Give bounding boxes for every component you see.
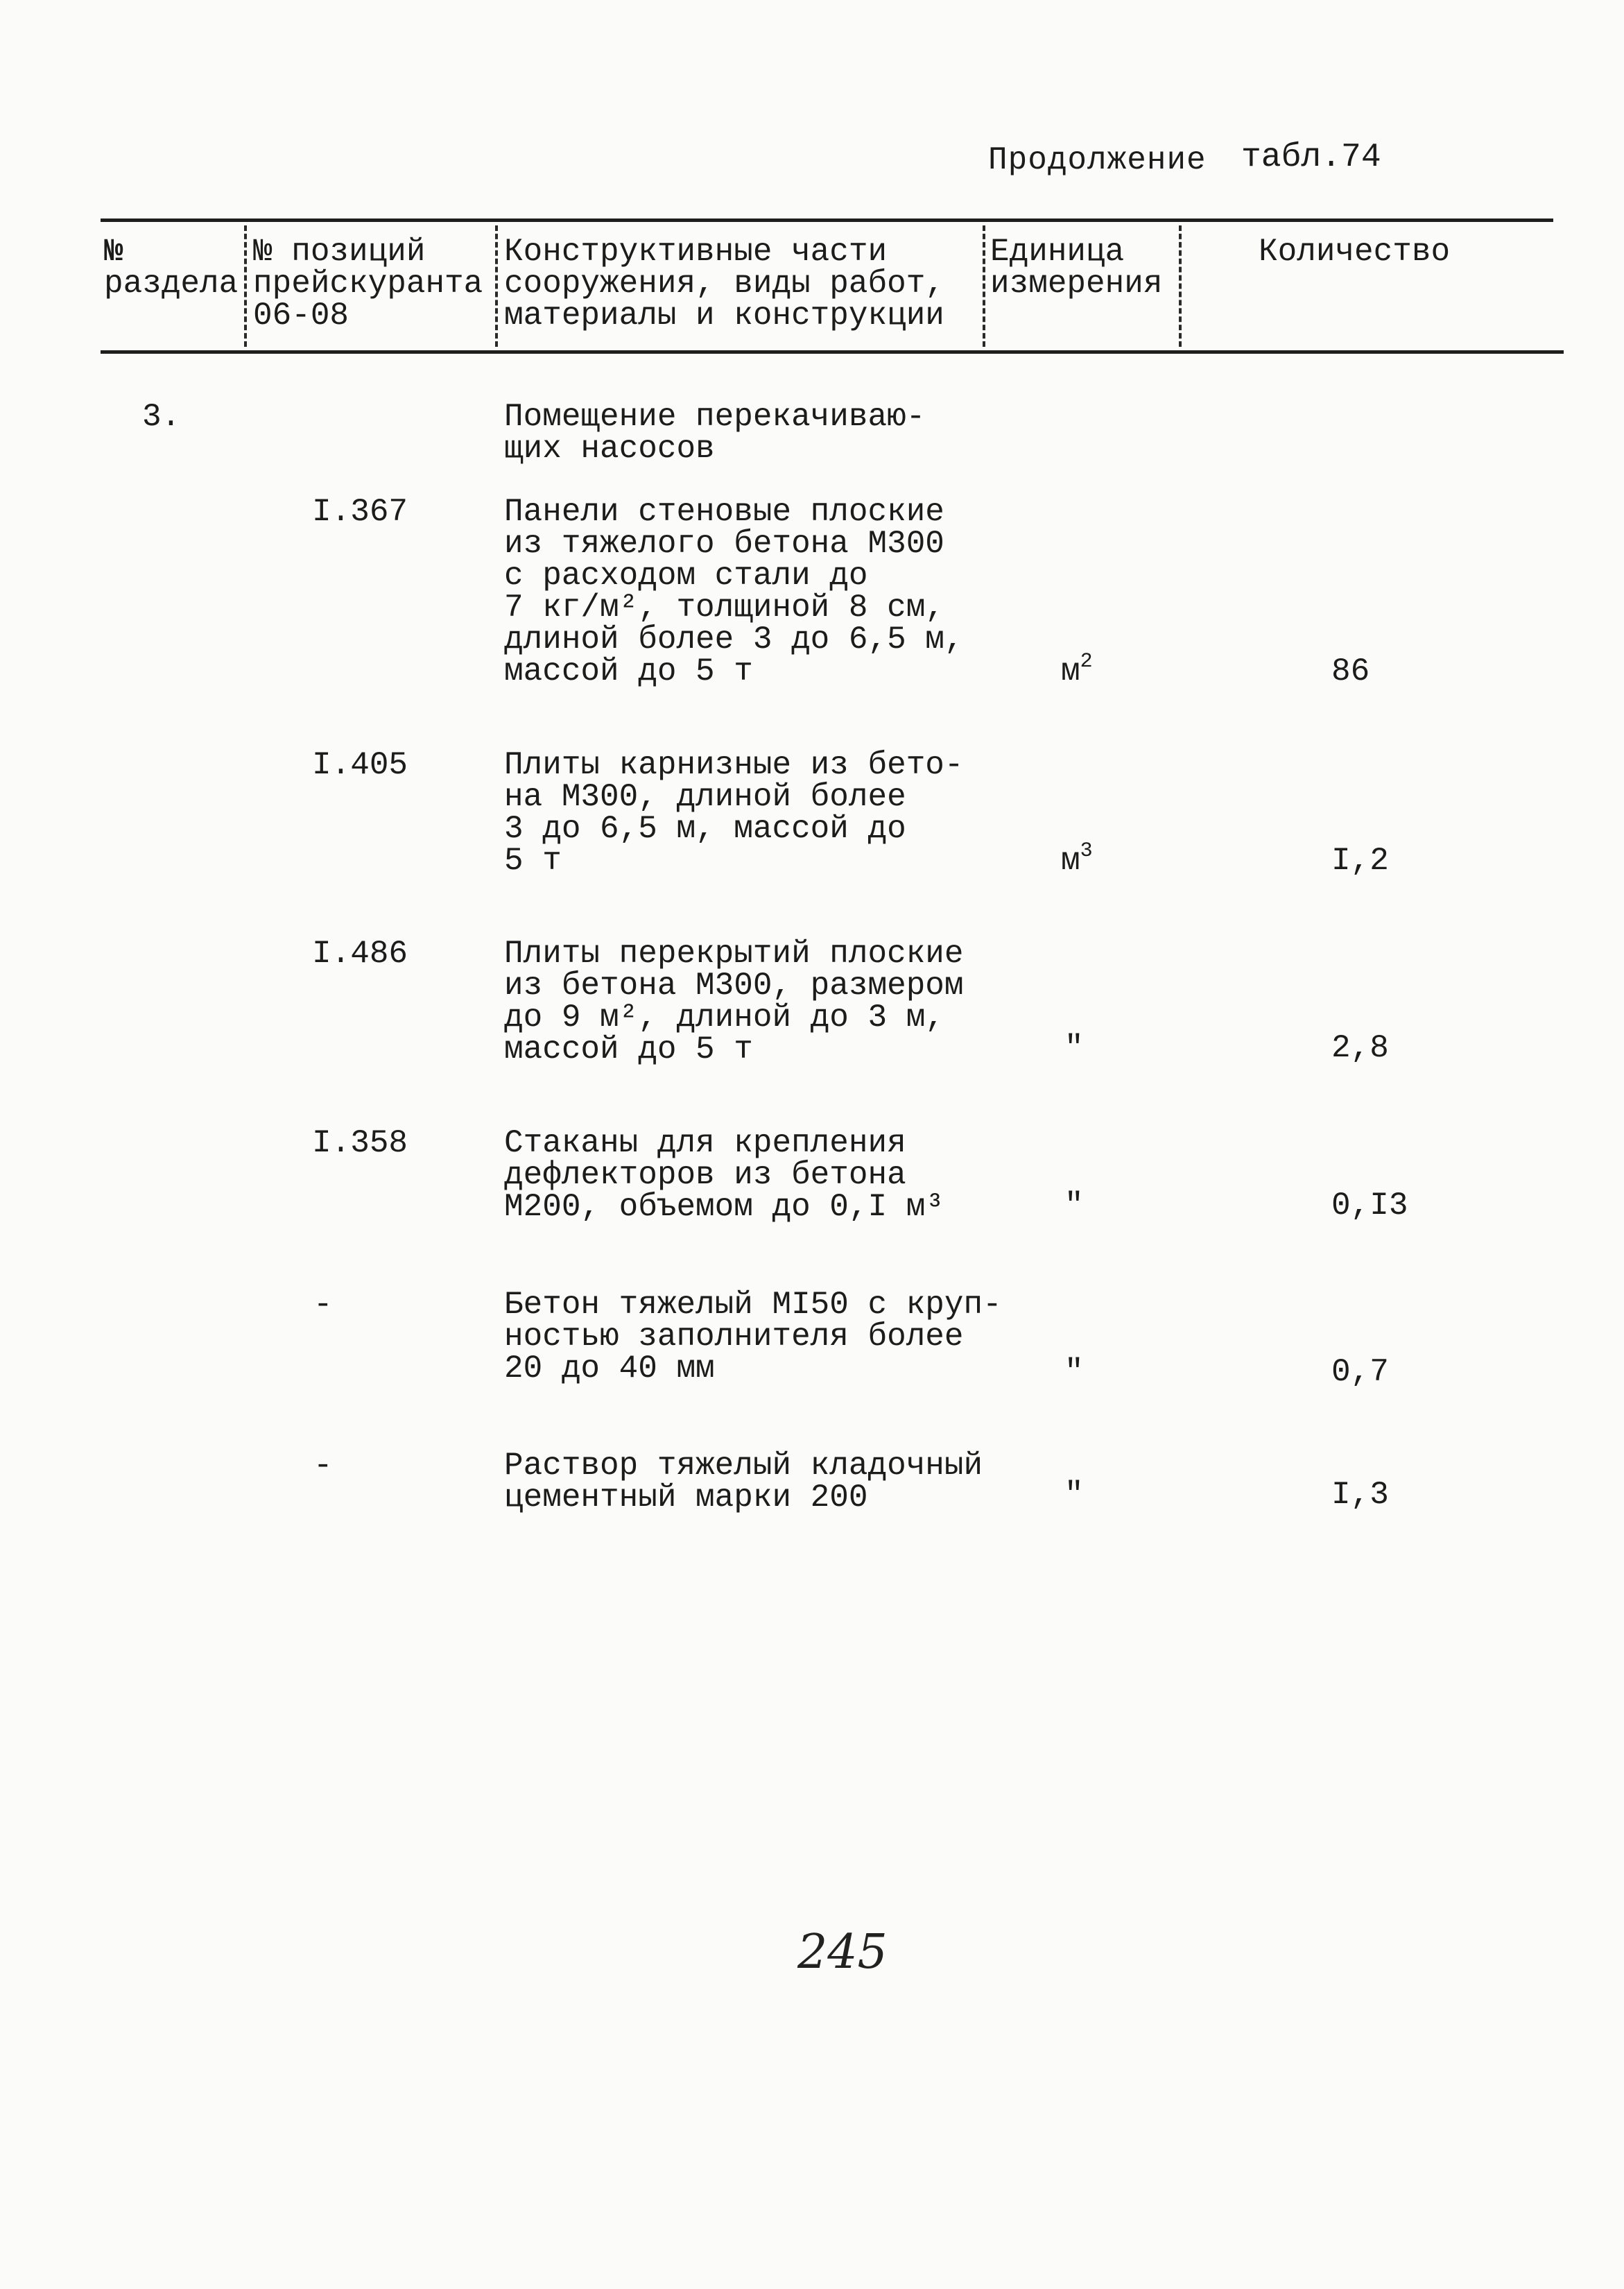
section-title <box>504 401 925 465</box>
row-description <box>504 749 964 877</box>
header-description <box>504 236 944 332</box>
description-line: цементный марки 200 <box>504 1480 868 1516</box>
header-price-position <box>253 236 483 332</box>
header-bottom-rule <box>101 350 1564 354</box>
section-title-line: щих насосов <box>504 431 715 467</box>
continuation-label: Продолжение <box>988 142 1207 178</box>
description-line: Стаканы для крепления <box>504 1125 906 1161</box>
description-line: Панели стеновые плоские <box>504 494 944 530</box>
header-top-rule <box>101 218 1553 222</box>
column-separator <box>983 225 985 347</box>
row-position: I.405 <box>312 747 408 783</box>
header-text: материалы и конструкции <box>504 298 944 334</box>
description-line: Плиты перекрытий плоские <box>504 936 964 972</box>
row-description <box>504 1287 1002 1387</box>
header-text: № <box>104 234 123 270</box>
row-unit <box>1061 650 1093 689</box>
row-description <box>504 496 964 687</box>
column-separator <box>495 225 498 347</box>
row-unit <box>1061 839 1093 879</box>
row-description <box>504 1450 983 1514</box>
description-line: на М300, длиной более <box>504 779 906 815</box>
column-separator <box>1179 225 1182 347</box>
row-position: I.367 <box>312 494 408 530</box>
header-text: № позиций <box>253 234 426 270</box>
column-separator <box>244 225 247 347</box>
description-line: М200, объемом до 0,I м³ <box>504 1189 944 1225</box>
row-description <box>504 1127 944 1223</box>
row-quantity: I,3 <box>1331 1477 1389 1513</box>
header-quantity: Количество <box>1259 234 1451 270</box>
header-text: сооружения, виды работ, <box>504 266 944 302</box>
header-unit <box>990 236 1162 300</box>
table-reference: табл.74 <box>1241 139 1381 176</box>
description-line: 20 до 40 мм <box>504 1351 715 1387</box>
description-line: Раствор тяжелый кладочный <box>504 1448 983 1484</box>
header-text: прейскуранта <box>253 266 483 302</box>
header-section-number <box>104 236 238 300</box>
description-line: длиной более 3 до 6,5 м, <box>504 621 964 658</box>
description-line: массой до 5 т <box>504 1031 753 1068</box>
description-line: массой до 5 т <box>504 653 753 689</box>
row-unit: " <box>1064 1477 1084 1513</box>
description-line: с расходом стали до <box>504 558 868 594</box>
row-quantity: 2,8 <box>1331 1030 1389 1066</box>
unit-exponent: 3 <box>1080 839 1093 863</box>
unit-exponent: 2 <box>1080 650 1093 674</box>
row-quantity: 0,I3 <box>1331 1188 1408 1224</box>
row-unit: " <box>1064 1030 1084 1066</box>
header-text: измерения <box>990 266 1163 302</box>
header-text: Единица <box>990 234 1125 270</box>
row-unit: " <box>1064 1354 1084 1390</box>
header-text: Конструктивные части <box>504 234 888 270</box>
page-number: 245 <box>797 1925 888 1980</box>
description-line: Плиты карнизные из бето- <box>504 747 964 783</box>
description-line: дефлекторов из бетона <box>504 1157 906 1193</box>
description-line: 7 кг/м², толщиной 8 см, <box>504 590 944 626</box>
row-description <box>504 936 964 1068</box>
description-line: из тяжелого бетона М300 <box>504 526 944 562</box>
unit-text: м <box>1061 653 1080 689</box>
row-position: I.486 <box>312 936 408 972</box>
description-line: 5 т <box>504 843 562 879</box>
header-text: 06-08 <box>253 298 349 334</box>
header-text: раздела <box>104 266 239 302</box>
description-line: ностью заполнителя более <box>504 1319 964 1355</box>
description-line: Бетон тяжелый МI50 с круп- <box>504 1287 1002 1323</box>
row-unit: " <box>1064 1188 1084 1224</box>
row-quantity: 86 <box>1331 653 1370 689</box>
row-quantity: 0,7 <box>1331 1354 1389 1390</box>
row-position: - <box>313 1448 333 1484</box>
section-title-line: Помещение перекачиваю- <box>504 399 926 435</box>
section-number: 3. <box>142 399 181 435</box>
row-position: - <box>313 1287 333 1323</box>
description-line: из бетона М300, размером <box>504 968 964 1004</box>
description-line: до 9 м², длиной до 3 м, <box>504 1000 944 1036</box>
unit-text: м <box>1061 843 1080 879</box>
row-position: I.358 <box>312 1125 408 1161</box>
description-line: 3 до 6,5 м, массой до <box>504 811 906 847</box>
row-quantity: I,2 <box>1331 843 1389 879</box>
